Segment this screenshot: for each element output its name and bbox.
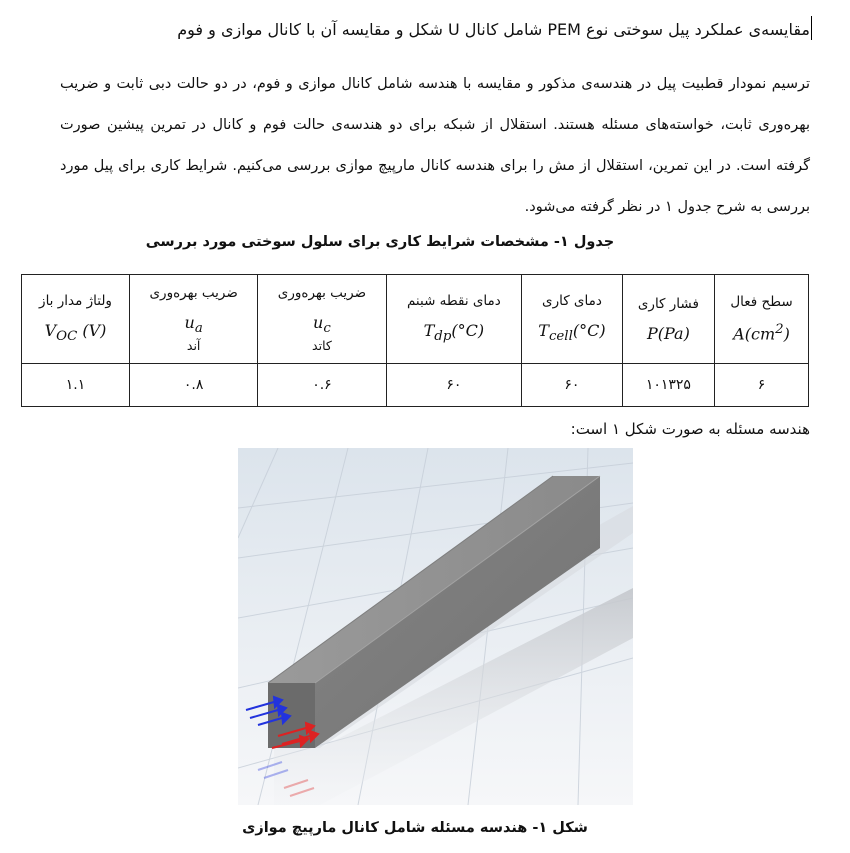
header-cathode-utilization: ضریب بهره‌وری $u_c$ کاتد (258, 275, 386, 364)
text-cursor (811, 16, 812, 40)
geometry-render (238, 448, 633, 805)
cell-pressure: ۱۰۱۳۲۵ (622, 364, 714, 407)
header-anode-utilization: ضریب بهره‌وری $u_a$ آند (130, 275, 258, 364)
symbol-pressure: P(Pa) (646, 323, 690, 343)
symbol-active-area: $A(cm^2)$ (733, 322, 790, 344)
cell-dew-point: ۶۰ (386, 364, 522, 407)
header-active-area: سطح فعال $A(cm^2)$ (715, 275, 809, 364)
figure-caption: شکل ۱- هندسه مسئله شامل کانال مارپیچ موازی (242, 820, 588, 836)
symbol-open-circuit-voltage: $V_{OC}$ (V) (44, 321, 107, 345)
symbol-cell-temperature: $T_{cell}(^\circ C)$ (538, 321, 606, 345)
channel-geometry-figure (238, 448, 633, 805)
table-row (22, 364, 809, 407)
cell-cell-temperature: ۶۰ (522, 364, 623, 407)
table-caption: جدول ۱- مشخصات شرایط کاری برای سلول سوختی مورد بررسی (145, 234, 615, 250)
cell-active-area: ۶ (715, 364, 809, 407)
header-pressure: فشار کاری P(Pa) (622, 275, 714, 364)
body-paragraph: ترسیم نمودار قطبیت پیل در هندسه‌ی مذکور و مقایسه با هندسه شامل کانال موازی و فوم، در دو حالت دبی ثابت و ضریب بهره‌وری ثابت، خواسته‌های مسئله هستند. استقلال از شبکه برای دو هندسه‌ی حالت فوم و کانال در تمرین پیشین صورت گرفته است. در این تمرین، استقلال از مش را برای هندسه کانال مارپیچ موازی بررسی می‌کنیم. شرایط کاری برای پیل مورد بررسی به شرح جدول ۱ در نظر گرفته می‌شود. (60, 76, 810, 215)
table-header-row (22, 275, 809, 364)
operating-conditions-table (21, 274, 809, 407)
document-heading: مقایسه‌ی عملکرد پیل سوختی نوع PEM شامل کانال U شکل و مقایسه آن با کانال موازی و فوم (177, 20, 810, 39)
cell-anode-utilization: ۰.۸ (130, 364, 258, 407)
symbol-dew-point: $T_{dp}(^\circ C)$ (423, 321, 485, 345)
cell-open-circuit-voltage: ۱.۱ (22, 364, 130, 407)
symbol-anode-utilization: $u_a$ (184, 312, 203, 337)
header-cell-temperature: دمای کاری $T_{cell}(^\circ C)$ (522, 275, 623, 364)
header-open-circuit-voltage: ولتاژ مدار باز $V_{OC}$ (V) (22, 275, 130, 364)
cell-cathode-utilization: ۰.۶ (258, 364, 386, 407)
header-dew-point: دمای نقطه شبنم $T_{dp}(^\circ C)$ (386, 275, 522, 364)
figure-intro-line: هندسه مسئله به صورت شکل ۱ است: (570, 420, 810, 438)
symbol-cathode-utilization: $u_c$ (313, 312, 331, 337)
